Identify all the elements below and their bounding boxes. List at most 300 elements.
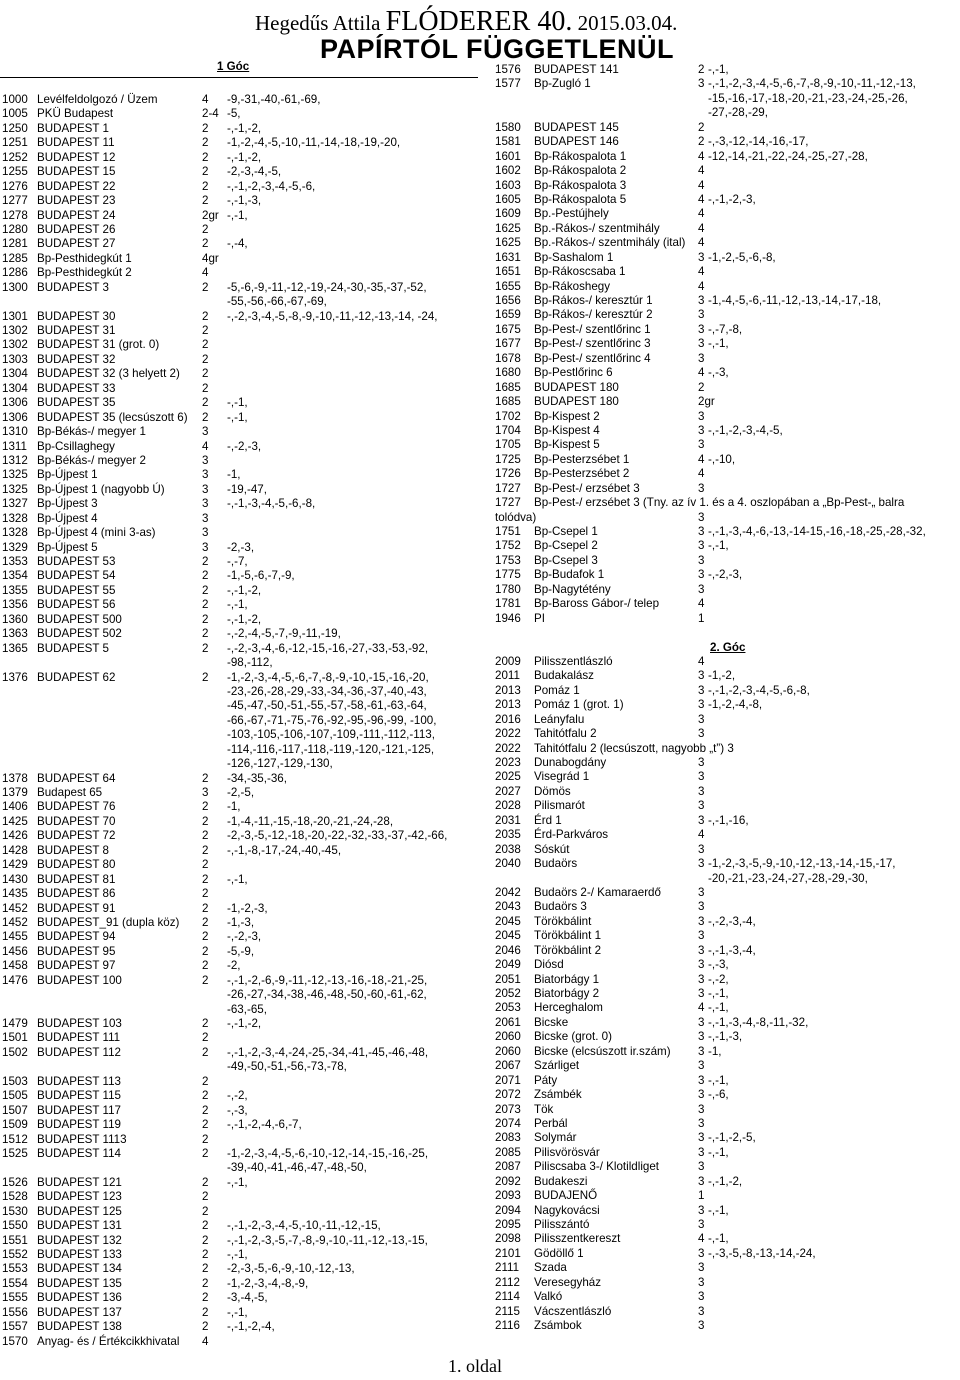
place-name-cell: Szárliget bbox=[534, 1059, 580, 1073]
postcode-cell: 2112 bbox=[495, 1275, 520, 1289]
variants-cell: -,-1,-2,-3,-4,-5, bbox=[708, 423, 783, 437]
type-cell: 2 bbox=[202, 843, 209, 857]
table-row bbox=[493, 467, 960, 481]
place-name-cell: Bp-Csepel 1 bbox=[534, 525, 598, 538]
table-row bbox=[0, 1089, 478, 1103]
place-name-cell: BUDAPEST 22 bbox=[37, 179, 116, 193]
place-name-cell: Bp-Pesthidegkút 2 bbox=[37, 266, 132, 280]
place-name-cell: Bp-Rákospalota 1 bbox=[534, 149, 627, 163]
variants-cell: -9,-31,-40,-61,-69, bbox=[227, 93, 321, 106]
variants-cell: -,-1,-2,-3,-4,-24,-25,-34,-41,-45,-46,-48, bbox=[227, 1045, 429, 1059]
type-cell: 2 bbox=[202, 887, 209, 901]
place-name-cell: BUDAPEST 23 bbox=[37, 194, 116, 208]
postcode-cell: 2009 bbox=[495, 654, 521, 668]
postcode-cell: 1727 bbox=[495, 481, 521, 495]
postcode-cell: 1502 bbox=[2, 1045, 28, 1059]
table-row bbox=[493, 1204, 960, 1218]
table-row bbox=[0, 714, 478, 728]
place-name-cell: Törökbálint 1 bbox=[534, 929, 602, 943]
table-row bbox=[0, 1060, 478, 1074]
place-name-cell: BUDAPEST 15 bbox=[37, 165, 116, 179]
table-row bbox=[0, 902, 478, 916]
variants-cell: -,-6, bbox=[708, 1088, 729, 1102]
place-name-cell: BUDAPEST 114 bbox=[37, 1146, 121, 1160]
type-cell: 3 bbox=[202, 786, 209, 799]
postcode-cell: 1285 bbox=[2, 251, 28, 265]
postcode-cell: 1581 bbox=[495, 135, 521, 149]
postcode-cell: 2031 bbox=[495, 813, 521, 827]
variants-cell: -2,-3,-4,-5, bbox=[227, 165, 282, 179]
postcode-cell: 1360 bbox=[2, 612, 28, 626]
place-name-cell: BUDAPEST 97 bbox=[37, 959, 116, 973]
place-name-cell: BUDAPEST 180 bbox=[534, 380, 619, 394]
table-row bbox=[0, 1046, 478, 1060]
type-cell: 2 bbox=[202, 396, 209, 410]
place-name-cell: BUDAPEST 62 bbox=[37, 670, 116, 684]
place-name-cell: Bp-Újpest 4 bbox=[37, 511, 98, 525]
postcode-cell: 2085 bbox=[495, 1145, 521, 1159]
place-name-cell: PKÜ Budapest bbox=[37, 107, 114, 121]
type-cell: 3 bbox=[698, 1319, 705, 1333]
type-cell: 3 bbox=[202, 540, 209, 554]
table-row bbox=[0, 1104, 478, 1118]
place-name-cell: Herceghalom bbox=[534, 1001, 603, 1015]
table-row bbox=[493, 77, 960, 91]
group-title-1-goc: 1 Góc bbox=[217, 60, 250, 73]
postcode-cell: 1570 bbox=[2, 1334, 28, 1348]
postcode-cell: 1725 bbox=[495, 452, 521, 466]
variants-cell: -1,-2,-5,-6,-8, bbox=[708, 250, 776, 264]
place-name-cell: Bp.-Rákos-/ szentmihály (ital) bbox=[534, 236, 686, 250]
table-row bbox=[493, 583, 960, 597]
place-name-cell: Pilismarót bbox=[534, 799, 585, 813]
postcode-cell: 1255 bbox=[2, 165, 28, 179]
postcode-cell: 1775 bbox=[495, 568, 521, 582]
table-row bbox=[0, 411, 478, 425]
type-cell: 2 bbox=[202, 1118, 209, 1132]
table-row bbox=[0, 1320, 478, 1334]
postcode-cell: 1655 bbox=[495, 279, 521, 293]
place-name-cell: BUDAPEST 32 bbox=[37, 352, 116, 366]
variants-cell: -45,-47,-50,-51,-55,-57,-58,-61,-63,-64, bbox=[227, 699, 427, 713]
postcode-cell: 1301 bbox=[2, 309, 28, 323]
place-name-cell: Páty bbox=[534, 1073, 558, 1087]
table-row bbox=[493, 727, 960, 741]
document-title: FLÓDERER 40. bbox=[385, 6, 573, 37]
table-row bbox=[0, 873, 478, 887]
place-name-cell: Pilisszentkereszt bbox=[534, 1232, 621, 1246]
type-cell: 3 bbox=[698, 756, 705, 769]
postcode-cell: 2111 bbox=[495, 1261, 520, 1275]
type-cell: 3 bbox=[698, 1145, 705, 1159]
place-name-cell: BUDAPEST 141 bbox=[534, 63, 619, 76]
type-cell: 3 bbox=[698, 250, 705, 264]
postcode-cell: 2040 bbox=[495, 857, 521, 871]
postcode-cell: 1557 bbox=[2, 1320, 28, 1334]
type-cell: 3 bbox=[698, 698, 705, 712]
variants-cell: -,-1, bbox=[708, 63, 729, 76]
postcode-cell: 2027 bbox=[495, 784, 521, 798]
variants-cell: -12,-14,-21,-22,-24,-25,-27,-28, bbox=[708, 149, 868, 163]
type-cell: 4 bbox=[202, 1334, 209, 1348]
table-row bbox=[493, 1030, 960, 1044]
postcode-cell: 2115 bbox=[495, 1304, 520, 1318]
table-row bbox=[493, 669, 960, 683]
variants-cell: -1,-5,-6,-7,-9, bbox=[227, 569, 295, 583]
variants-cell: -1,-4,-11,-15,-18,-20,-21,-24,-28, bbox=[227, 814, 394, 828]
place-name-cell: Pomáz 1 bbox=[534, 683, 580, 697]
table-row bbox=[0, 671, 478, 685]
table-row bbox=[0, 1190, 478, 1204]
variants-cell: -,-7, bbox=[227, 555, 248, 568]
type-cell: 3 bbox=[698, 1030, 705, 1044]
postcode-cell: 2045 bbox=[495, 914, 521, 928]
place-name-cell: BUDAPEST 502 bbox=[37, 627, 122, 641]
variants-cell: -2,-3, bbox=[227, 540, 255, 554]
table-row bbox=[0, 281, 478, 295]
variants-cell: -1,-2,-3,-4,-5,-6,-7,-8,-9,-10,-15,-16,-20, bbox=[227, 670, 429, 684]
variants-cell: -,-1, bbox=[227, 1248, 248, 1261]
place-name-cell: BUDAJENŐ bbox=[534, 1189, 598, 1203]
document-date: 2015.03.04. bbox=[577, 11, 678, 35]
place-name-cell: Sóskút bbox=[534, 842, 570, 856]
type-cell: 2 bbox=[202, 1305, 209, 1319]
table-row bbox=[0, 151, 478, 165]
table-row bbox=[493, 424, 960, 438]
postcode-cell: 1576 bbox=[495, 63, 521, 76]
variants-cell: -49,-50,-51,-56,-73,-78, bbox=[227, 1060, 347, 1074]
table-row bbox=[0, 1118, 478, 1132]
place-name-cell: Bp-Pesterzsébet 2 bbox=[534, 467, 630, 481]
table-row bbox=[493, 106, 960, 120]
table-row bbox=[0, 656, 478, 670]
place-name-cell: BUDAPEST 136 bbox=[37, 1291, 122, 1305]
place-name-cell: BUDAPEST 5 bbox=[37, 641, 109, 655]
place-name-cell: Szada bbox=[534, 1261, 567, 1275]
postcode-cell: 2038 bbox=[495, 842, 521, 856]
place-name-cell: BUDAPEST 56 bbox=[37, 598, 116, 612]
table-row bbox=[493, 1247, 960, 1261]
postcode-cell: 1505 bbox=[2, 1089, 28, 1103]
variants-cell: -,-1,-2, bbox=[227, 121, 262, 135]
postcode-cell: 1602 bbox=[495, 164, 521, 178]
type-cell: 2gr bbox=[698, 395, 715, 409]
postcode-cell: 1428 bbox=[2, 843, 28, 857]
postcode-cell: 1751 bbox=[495, 525, 521, 538]
variants-cell: -,-1,-2, bbox=[227, 1017, 262, 1030]
type-cell: 3 bbox=[698, 857, 705, 871]
table-row bbox=[493, 915, 960, 929]
table-row bbox=[0, 1161, 478, 1175]
place-name-cell: BUDAPEST_91 (dupla köz) bbox=[37, 915, 180, 929]
table-row bbox=[493, 698, 960, 712]
postcode-cell: 1625 bbox=[495, 221, 521, 235]
table-row bbox=[0, 382, 478, 396]
page-number: 1. oldal bbox=[448, 1356, 502, 1376]
type-cell: 2 bbox=[202, 944, 209, 958]
table-row bbox=[493, 684, 960, 698]
type-cell: 2 bbox=[698, 380, 705, 394]
place-name-cell: BUDAPEST 30 bbox=[37, 309, 116, 323]
variants-cell: -,-1,-2,-3,-5,-7,-8,-9,-10,-11,-12,-13,-15, bbox=[227, 1233, 428, 1247]
variants-cell: -,-1, bbox=[708, 1145, 729, 1159]
postcode-cell: 1455 bbox=[2, 930, 28, 944]
table-row bbox=[0, 310, 478, 324]
table-row bbox=[493, 626, 960, 640]
table-row bbox=[493, 511, 960, 525]
postcode-cell: 1303 bbox=[2, 352, 28, 366]
type-cell: 4 bbox=[698, 192, 705, 206]
table-row bbox=[493, 121, 960, 135]
type-cell: 2 bbox=[202, 237, 209, 251]
table-row bbox=[493, 785, 960, 799]
table-row bbox=[493, 265, 960, 279]
place-name-cell: Törökbálint 2 bbox=[534, 943, 602, 957]
postcode-cell: 1406 bbox=[2, 800, 28, 814]
variants-cell: -,-1,-2,-3, bbox=[708, 192, 756, 206]
type-cell: 2 bbox=[202, 1074, 209, 1088]
table-row bbox=[0, 1335, 478, 1349]
variants-cell: -1,-2,-4,-8, bbox=[708, 698, 763, 712]
table-row bbox=[0, 1003, 478, 1017]
place-name-cell: Bp-Újpest 4 (mini 3-as) bbox=[37, 526, 156, 540]
postcode-cell: 2013 bbox=[495, 683, 521, 697]
place-name-cell: BUDAPEST 76 bbox=[37, 800, 116, 814]
type-cell: 4 bbox=[202, 93, 209, 106]
place-name-cell: BUDAPEST 145 bbox=[534, 120, 619, 134]
table-row bbox=[493, 814, 960, 828]
postcode-cell: 1552 bbox=[2, 1248, 28, 1261]
postcode-cell: 1304 bbox=[2, 367, 28, 381]
place-name-cell: Bp-Pesthidegkút 1 bbox=[37, 251, 132, 265]
postcode-cell: 2087 bbox=[495, 1160, 521, 1174]
table-row bbox=[493, 453, 960, 467]
table-row bbox=[493, 1290, 960, 1304]
table-row bbox=[0, 367, 478, 381]
type-cell: 4 bbox=[698, 366, 705, 380]
table-row bbox=[0, 642, 478, 656]
type-cell: 3 bbox=[202, 482, 209, 496]
postcode-cell: 1476 bbox=[2, 973, 28, 987]
table-row bbox=[0, 1277, 478, 1291]
table-row bbox=[0, 1291, 478, 1305]
variants-cell: -,-1, bbox=[227, 208, 248, 222]
variants-cell: -39,-40,-41,-46,-47,-48,-50, bbox=[227, 1161, 367, 1175]
variants-cell: -,-3, bbox=[708, 366, 729, 380]
type-cell: 3 bbox=[698, 582, 705, 596]
place-name-cell: Dömös bbox=[534, 784, 571, 798]
postcode-cell: 1702 bbox=[495, 409, 521, 423]
place-name-cell: Leányfalu bbox=[534, 712, 585, 726]
place-name-cell: BUDAPEST 11 bbox=[37, 136, 115, 150]
postcode-cell: 1727 bbox=[495, 496, 521, 510]
postcode-cell: 1479 bbox=[2, 1017, 28, 1030]
type-cell: 1 bbox=[698, 611, 705, 625]
place-name-cell: BUDAPEST 113 bbox=[37, 1074, 121, 1088]
postcode-cell: 1609 bbox=[495, 207, 521, 221]
table-row bbox=[493, 1261, 960, 1275]
place-name-cell: BUDAPEST 138 bbox=[37, 1320, 122, 1334]
table-row bbox=[493, 280, 960, 294]
type-cell: 2 bbox=[202, 1276, 209, 1290]
table-row bbox=[0, 1262, 478, 1276]
type-cell: 3 bbox=[698, 799, 705, 813]
place-name-cell: Budakeszi bbox=[534, 1174, 588, 1188]
variants-cell: -2,-5, bbox=[227, 786, 255, 799]
type-cell: 2 bbox=[202, 1045, 209, 1059]
type-cell: 2 bbox=[202, 627, 209, 641]
type-cell: 3 bbox=[698, 510, 705, 524]
postcode-cell: 1425 bbox=[2, 814, 28, 828]
variants-cell: -,-1,-3,-4,-8,-11,-32, bbox=[708, 1015, 809, 1029]
table-row bbox=[0, 1205, 478, 1219]
place-name-cell: Tahitótfalu 2 (lecsúszott, nagyobb „t”) 3 bbox=[534, 741, 734, 755]
table-row bbox=[0, 916, 478, 930]
table-row bbox=[493, 1088, 960, 1102]
variants-cell: -,-1, bbox=[708, 337, 729, 351]
variants-cell: -,-3,-12,-14,-16,-17, bbox=[708, 135, 809, 149]
table-row bbox=[493, 1059, 960, 1073]
type-cell: 2 bbox=[202, 150, 209, 164]
table-row bbox=[0, 324, 478, 338]
postcode-cell: 1509 bbox=[2, 1118, 28, 1132]
postcode-cell: 1753 bbox=[495, 553, 521, 567]
table-row bbox=[493, 381, 960, 395]
type-cell: 3 bbox=[698, 1275, 705, 1289]
type-cell: 3 bbox=[698, 1015, 705, 1029]
postcode-cell: 2092 bbox=[495, 1174, 521, 1188]
table-row bbox=[493, 597, 960, 611]
place-name-cell: Érd 1 bbox=[534, 813, 562, 827]
variants-cell: -,-1,-3, bbox=[708, 1030, 743, 1044]
table-row bbox=[493, 1175, 960, 1189]
type-cell: 4 bbox=[698, 265, 705, 279]
type-cell: 2 bbox=[202, 1291, 209, 1305]
place-name-cell: Tahitótfalu 2 bbox=[534, 727, 597, 741]
postcode-cell: 1312 bbox=[2, 453, 28, 467]
place-name-cell: Veresegyház bbox=[534, 1275, 602, 1289]
variants-cell: -,-1, bbox=[227, 396, 248, 410]
variants-cell: -1,-2, bbox=[708, 669, 736, 683]
place-name-cell: Zsámbék bbox=[534, 1088, 582, 1102]
postcode-cell: 1452 bbox=[2, 915, 28, 929]
place-name-cell: Bp-Rákoscsaba 1 bbox=[534, 265, 626, 279]
place-name-cell: Bp-Újpest 1 bbox=[37, 468, 98, 482]
place-name-cell: Biatorbágy 1 bbox=[534, 972, 600, 986]
place-name-cell: Bp-Pest-/ szentlőrinc 4 bbox=[534, 351, 651, 365]
postcode-cell: 1503 bbox=[2, 1074, 28, 1088]
type-cell: 2 bbox=[202, 1248, 209, 1261]
place-name-cell: Bp-Békás-/ megyer 1 bbox=[37, 425, 146, 439]
type-cell: 2 bbox=[202, 973, 209, 987]
place-name-cell: Bp-Újpest 5 bbox=[37, 540, 98, 554]
variants-cell: -1, bbox=[227, 468, 241, 482]
table-row bbox=[493, 337, 960, 351]
place-name-cell: BUDAPEST 3 bbox=[37, 280, 109, 294]
place-name-cell: BUDAPEST 94 bbox=[37, 930, 116, 944]
place-name-cell: BUDAPEST 1 bbox=[37, 121, 109, 135]
postcode-cell: 1426 bbox=[2, 829, 28, 843]
document-subtitle: PAPÍRTÓL FÜGGETLENÜL bbox=[320, 34, 674, 64]
postcode-cell: 1306 bbox=[2, 396, 28, 410]
postcode-cell: 1376 bbox=[2, 670, 28, 684]
postcode-cell: 1625 bbox=[495, 236, 521, 250]
type-cell: 2 bbox=[202, 569, 209, 583]
variants-cell: -23,-26,-28,-29,-33,-34,-36,-37,-40,-43, bbox=[227, 684, 427, 698]
table-row bbox=[0, 974, 478, 988]
postcode-cell: 2043 bbox=[495, 900, 521, 914]
table-row bbox=[0, 425, 478, 439]
type-cell: 3 bbox=[698, 1059, 705, 1073]
type-cell: 4 bbox=[698, 1001, 705, 1015]
postcode-cell: 2042 bbox=[495, 885, 521, 899]
postcode-cell: 2013 bbox=[495, 698, 521, 712]
postcode-cell: 2016 bbox=[495, 712, 521, 726]
type-cell: 3 bbox=[698, 77, 705, 91]
table-row bbox=[493, 366, 960, 380]
place-name-cell: Valkó bbox=[534, 1290, 563, 1304]
table-row bbox=[493, 1131, 960, 1145]
place-name-cell: Bp-Zugló 1 bbox=[534, 77, 591, 91]
table-row bbox=[0, 728, 478, 742]
table-row bbox=[0, 295, 478, 309]
place-name-cell: BUDAPEST 112 bbox=[37, 1045, 121, 1059]
type-cell: 2 bbox=[202, 324, 209, 337]
place-name-cell: BUDAPEST 132 bbox=[37, 1233, 122, 1247]
postcode-cell: 1656 bbox=[495, 294, 521, 307]
table-row bbox=[493, 1319, 960, 1333]
variants-cell: -1,-2,-3, bbox=[227, 901, 268, 915]
place-name-cell: BUDAPEST 32 (3 helyett 2) bbox=[37, 367, 180, 381]
place-name-cell: Nagykovácsi bbox=[534, 1203, 600, 1217]
variants-cell: -126,-127,-129,-130, bbox=[227, 757, 333, 771]
table-row bbox=[0, 1017, 478, 1031]
table-row bbox=[0, 136, 478, 150]
type-cell: 2 bbox=[202, 136, 209, 150]
place-name-cell: Bp-Csillaghegy bbox=[37, 439, 115, 453]
table-row bbox=[0, 786, 478, 800]
table-row bbox=[0, 396, 478, 410]
table-row bbox=[493, 1045, 960, 1059]
postcode-cell: 2095 bbox=[495, 1218, 521, 1231]
place-name-cell: BUDAPEST 70 bbox=[37, 814, 116, 828]
table-row bbox=[493, 857, 960, 871]
place-name-cell: Diósd bbox=[534, 958, 564, 972]
postcode-cell: 1726 bbox=[495, 467, 521, 481]
place-name-cell: Pilisszántó bbox=[534, 1218, 590, 1231]
table-row bbox=[493, 872, 960, 886]
place-name-cell: Pilisvörösvár bbox=[534, 1145, 600, 1159]
table-row bbox=[493, 308, 960, 322]
table-row bbox=[0, 512, 478, 526]
type-cell: 3 bbox=[698, 813, 705, 827]
postcode-cell: 2101 bbox=[495, 1246, 521, 1260]
variants-cell: -,-1,-2, bbox=[708, 1174, 743, 1188]
postcode-cell: 1685 bbox=[495, 380, 521, 394]
place-name-cell: BUDAPEST 8 bbox=[37, 843, 109, 857]
type-cell: 3 bbox=[698, 351, 705, 365]
table-row bbox=[493, 438, 960, 452]
postcode-cell: 2060 bbox=[495, 1044, 521, 1058]
table-row bbox=[0, 598, 478, 612]
type-cell: 2 bbox=[202, 1175, 209, 1189]
table-row bbox=[493, 1160, 960, 1174]
postcode-cell: 2116 bbox=[495, 1319, 520, 1333]
type-cell: 2 bbox=[202, 165, 209, 179]
type-cell: 4 bbox=[698, 467, 705, 481]
place-name-cell: BUDAPEST 117 bbox=[37, 1103, 121, 1117]
place-name-cell: Bicske (elcsúszott ir.szám) bbox=[534, 1044, 671, 1058]
